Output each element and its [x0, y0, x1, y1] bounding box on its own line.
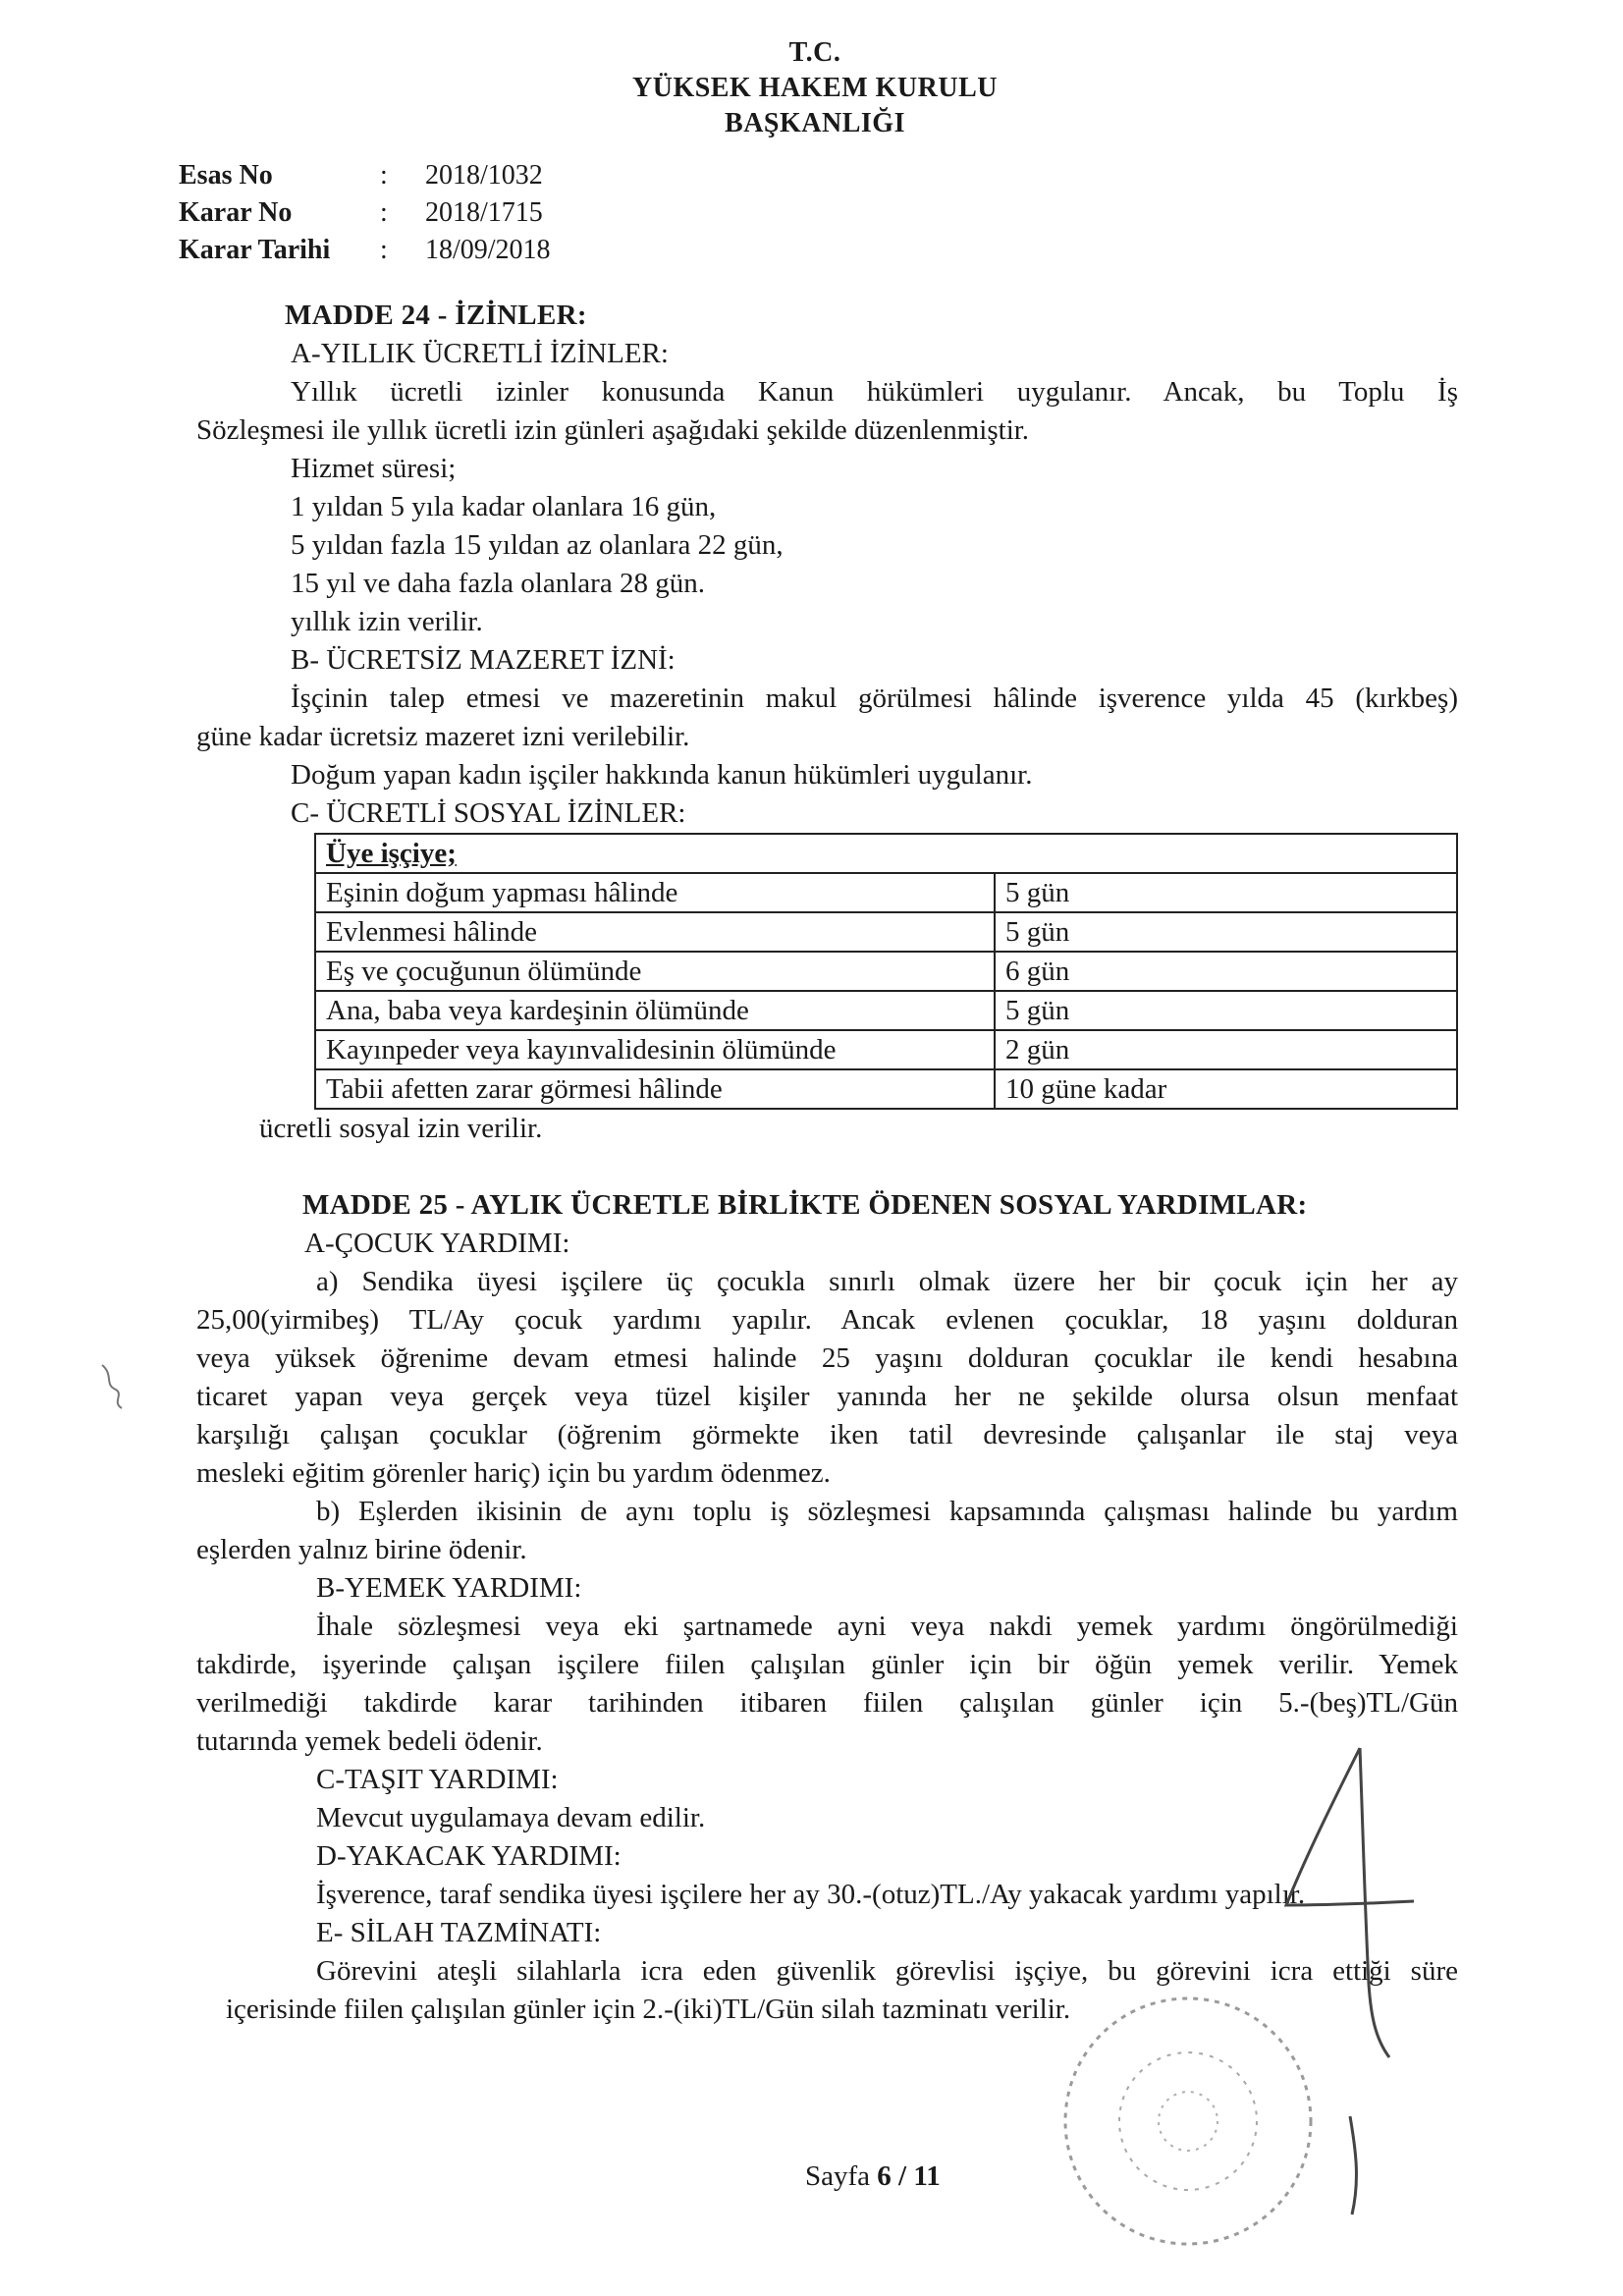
page-label: Sayfa: [805, 2160, 878, 2192]
paragraph-line: Hizmet süresi;: [291, 453, 457, 484]
meta-key: Esas No: [179, 160, 273, 191]
section-c-title: C-TAŞIT YARDIMI:: [316, 1764, 559, 1795]
paragraph-line: Görevini ateşli silahlarla icra eden güvenlik görevlisi işçiye, bu görevini icra ettiği süre: [316, 1955, 1458, 1987]
table-cell-label: Eşinin doğum yapması hâlinde: [315, 873, 995, 912]
paragraph-line: verilmediği takdirde karar tarihinden itibaren fiilen çalışılan günler için 5.-(beş)TL/Gün: [196, 1687, 1458, 1719]
article-24-title: MADDE 24 - İZİNLER:: [285, 300, 587, 331]
section-e-title: E- SİLAH TAZMİNATI:: [316, 1917, 602, 1948]
list-item: 15 yıl ve daha fazla olanlara 28 gün.: [291, 568, 705, 599]
table-row: [315, 1069, 1457, 1109]
meta-row-esas: [179, 157, 551, 194]
paragraph-line: mesleki eğitim görenler hariç) için bu yardım ödenmez.: [196, 1457, 831, 1489]
paragraph-line: Mevcut uygulamaya devam edilir.: [316, 1802, 706, 1833]
meta-value: 2018/1715: [425, 197, 543, 228]
header-tc: T.C.: [788, 37, 841, 68]
table-cell-label: Ana, baba veya kardeşinin ölümünde: [315, 991, 995, 1030]
table-row: [315, 1030, 1457, 1069]
meta-sep: :: [380, 197, 388, 228]
article-25-title: MADDE 25 - AYLIK ÜCRETLE BİRLİKTE ÖDENEN SOSYAL YARDIMLAR:: [302, 1189, 1308, 1221]
paragraph-line: yıllık izin verilir.: [291, 606, 483, 637]
paragraph-line: b) Eşlerden ikisinin de aynı toplu iş sözleşmesi kapsamında çalışması halinde bu yardım: [316, 1496, 1458, 1527]
paragraph-line: Yıllık ücretli izinler konusunda Kanun hükümleri uygulanır. Ancak, bu Toplu İş: [291, 376, 1458, 408]
paragraph-line: takdirde, işyerinde çalışan işçilere fiilen çalışılan günler için bir öğün yemek verilir. Yemek: [196, 1649, 1458, 1680]
table-cell-label: Evlenmesi hâlinde: [315, 912, 995, 952]
paragraph-line: ticaret yapan veya gerçek veya tüzel kişiler yanında her ne şekilde olursa olsun menfaat: [196, 1381, 1458, 1412]
signature-stroke: [1340, 2111, 1370, 2219]
official-stamp: [1041, 1974, 1335, 2269]
table-cell-label: Eş ve çocuğunun ölümünde: [315, 952, 995, 991]
meta-key: Karar No: [179, 197, 293, 228]
header-presidency: BAŞKANLIĞI: [725, 108, 905, 138]
table-row: [315, 952, 1457, 991]
social-leave-table: [314, 833, 1458, 1110]
section-c-title: C- ÜCRETLİ SOSYAL İZİNLER:: [291, 797, 686, 829]
meta-value: 18/09/2018: [425, 235, 551, 265]
paragraph-line: içerisinde fiilen çalışılan günler için 2.-(iki)TL/Gün silah tazminatı verilir.: [226, 1994, 1071, 2025]
paragraph-line: İşçinin talep etmesi ve mazeretinin makul görülmesi hâlinde işverence yılda 45 (kırkbeş): [291, 683, 1458, 714]
paragraph-line: eşlerden yalnız birine ödenir.: [196, 1534, 527, 1565]
paragraph-line: Sözleşmesi ile yıllık ücretli izin günleri aşağıdaki şekilde düzenlenmiştir.: [196, 414, 1030, 446]
section-b-title: B- ÜCRETSİZ MAZERET İZNİ:: [291, 644, 676, 676]
table-header: Üye işçiye;: [315, 834, 1457, 873]
table-header-row: [315, 834, 1457, 873]
document-header: [589, 35, 1041, 141]
article-24: [196, 297, 1458, 1148]
meta-key: Karar Tarihi: [179, 235, 331, 265]
table-cell-label: Kayınpeder veya kayınvalidesinin ölümünde: [315, 1030, 995, 1069]
case-meta: [179, 157, 551, 269]
meta-value: 2018/1032: [425, 160, 543, 191]
section-d-title: D-YAKACAK YARDIMI:: [316, 1840, 622, 1872]
table-cell-value: 5 gün: [995, 873, 1457, 912]
table-cell-value: 6 gün: [995, 952, 1457, 991]
list-item: 1 yıldan 5 yıla kadar olanlara 16 gün,: [291, 491, 717, 522]
paragraph-line: ücretli sosyal izin verilir.: [259, 1113, 543, 1144]
paragraph-line: güne kadar ücretsiz mazeret izni verilebilir.: [196, 721, 690, 752]
paragraph-line: İhale sözleşmesi veya eki şartnamede ayni veya nakdi yemek yardımı öngörülmediği: [316, 1611, 1458, 1642]
header-institution: YÜKSEK HAKEM KURULU: [632, 73, 998, 103]
section-b-title: B-YEMEK YARDIMI:: [316, 1572, 582, 1604]
margin-initial: [94, 1355, 134, 1414]
table-cell-label: Tabii afetten zarar görmesi hâlinde: [315, 1069, 995, 1109]
paragraph-line: tutarında yemek bedeli ödenir.: [196, 1725, 543, 1757]
list-item: 5 yıldan fazla 15 yıldan az olanlara 22 gün,: [291, 529, 784, 561]
table-row: [315, 873, 1457, 912]
table-row: [315, 912, 1457, 952]
page-footer: [805, 2160, 941, 2193]
paragraph-line: a) Sendika üyesi işçilere üç çocukla sınırlı olmak üzere her bir çocuk için her ay: [316, 1266, 1458, 1297]
table-row: [315, 991, 1457, 1030]
section-a-title: A-YILLIK ÜCRETLİ İZİNLER:: [291, 338, 669, 369]
meta-row-karar-tarihi: [179, 232, 551, 269]
table-cell-value: 5 gün: [995, 912, 1457, 952]
page-number: 6 / 11: [877, 2160, 941, 2192]
paragraph-line: karşılığı çalışan çocuklar (öğrenim görmekte iken tatil devresinde çalışanlar ile staj veya: [196, 1419, 1458, 1450]
paragraph-line: veya yüksek öğrenime devam etmesi halinde 25 yaşını dolduran çocuklar ile kendi hesabına: [196, 1342, 1458, 1374]
meta-sep: :: [380, 160, 388, 191]
paragraph-line: Doğum yapan kadın işçiler hakkında kanun hükümleri uygulanır.: [291, 759, 1033, 791]
table-cell-value: 10 güne kadar: [995, 1069, 1457, 1109]
meta-row-karar-no: [179, 194, 551, 232]
paragraph-line: İşverence, taraf sendika üyesi işçilere her ay 30.-(otuz)TL./Ay yakacak yardımı yapılır.: [316, 1879, 1306, 1910]
table-cell-value: 2 gün: [995, 1030, 1457, 1069]
section-a-title: A-ÇOCUK YARDIMI:: [304, 1228, 570, 1259]
table-cell-value: 5 gün: [995, 991, 1457, 1030]
paragraph-line: 25,00(yirmibeş) TL/Ay çocuk yardımı yapılır. Ancak evlenen çocuklar, 18 yaşını dolduran: [196, 1304, 1458, 1336]
meta-sep: :: [380, 235, 388, 265]
